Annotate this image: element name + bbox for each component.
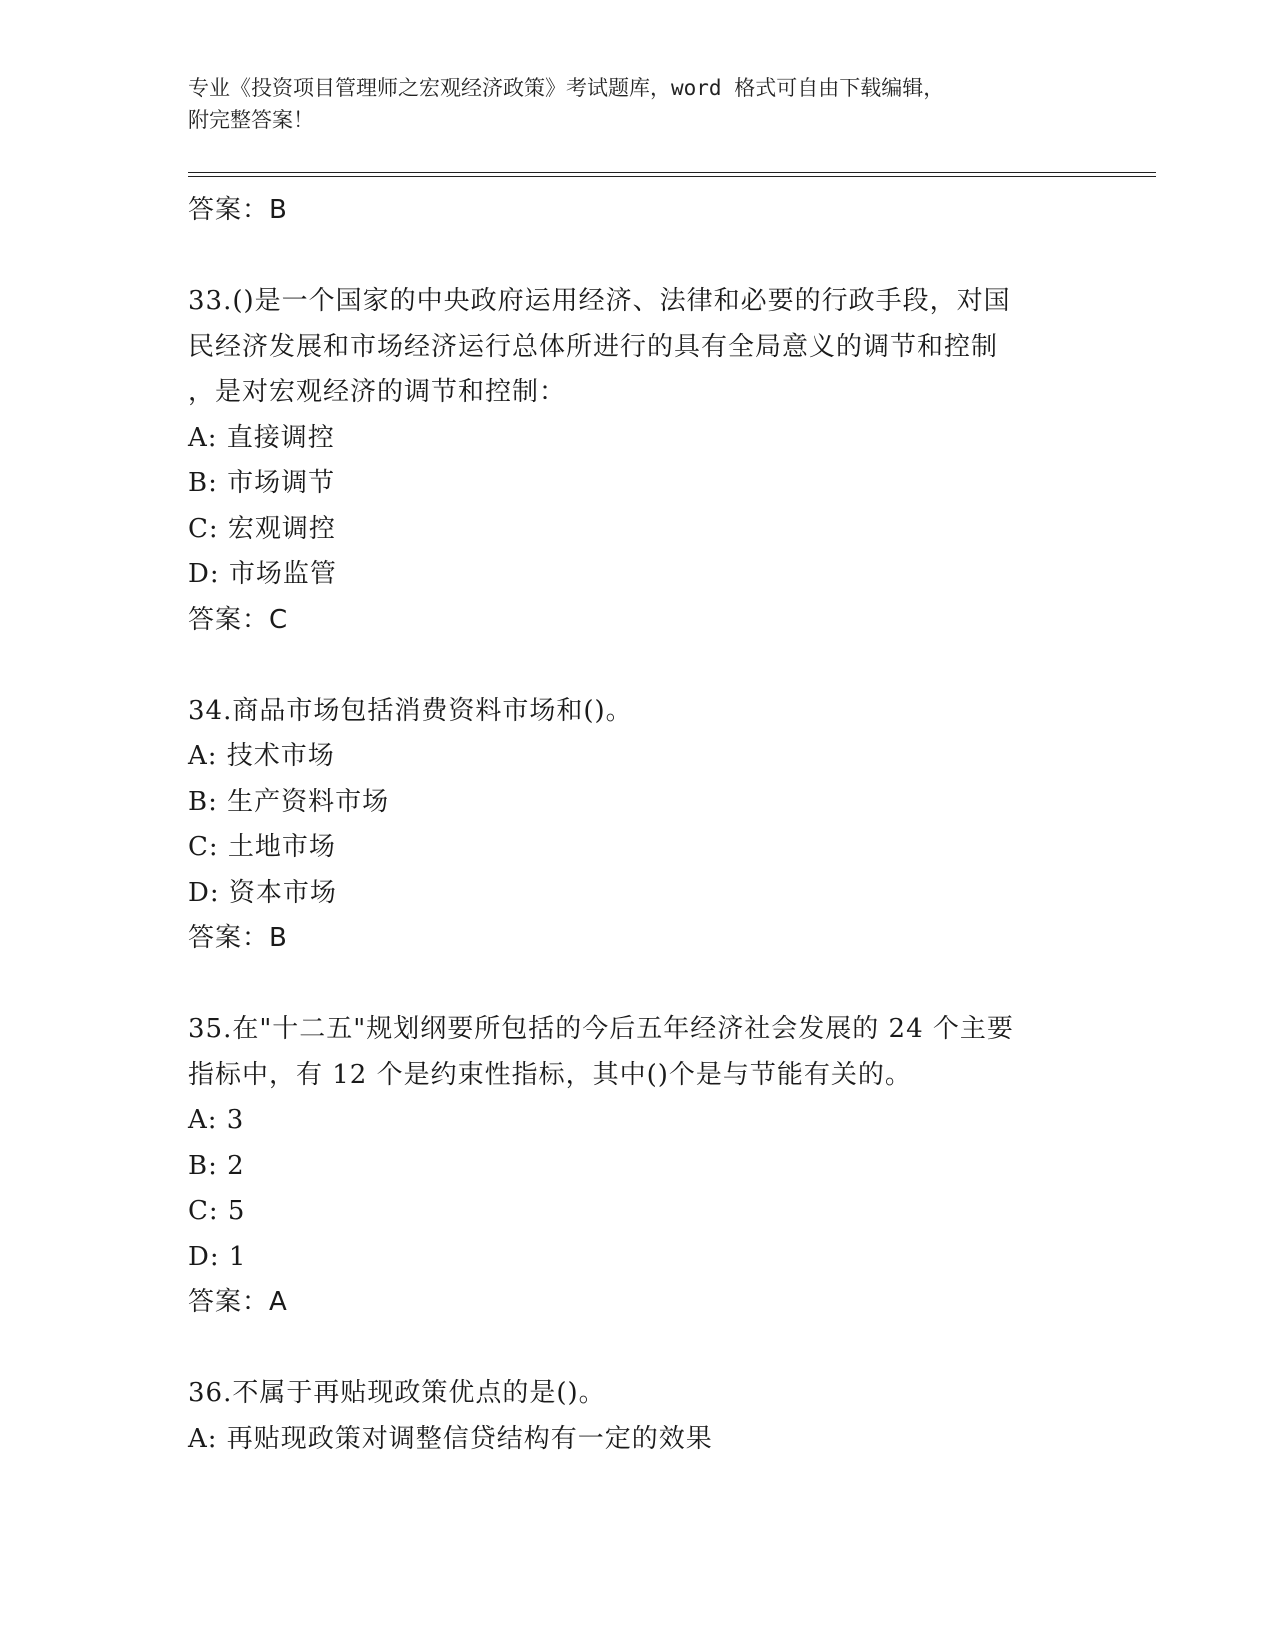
header-divider-top <box>188 172 1156 173</box>
option-b: B: 2 <box>188 1150 245 1181</box>
question-stem-line: ，是对宏观经济的调节和控制： <box>188 377 567 407</box>
header-line-1: 专业《投资项目管理师之宏观经济政策》考试题库，word 格式可自由下载编辑， <box>188 76 945 100</box>
header-line-2: 附完整答案！ <box>188 108 314 132</box>
option-b: B: 生产资料市场 <box>188 786 390 817</box>
option-c: C: 宏观调控 <box>188 513 336 544</box>
answer-line: 答案：B <box>188 195 288 225</box>
option-d: D: 1 <box>188 1241 247 1272</box>
question-list <box>188 188 1088 1462</box>
question-stem-line: 指标中，有 12 个是约束性指标，其中()个是与节能有关的。 <box>188 1059 912 1090</box>
question-stem-line: 民经济发展和市场经济运行总体所进行的具有全局意义的调节和控制 <box>188 331 999 362</box>
question-stem-line: 36.不属于再贴现政策优点的是()。 <box>188 1378 606 1408</box>
option-a: A: 3 <box>188 1105 245 1135</box>
question-stem-line: 34.商品市场包括消费资料市场和()。 <box>188 695 633 726</box>
option-a: A: 再贴现政策对调整信贷结构有一定的效果 <box>188 1423 713 1454</box>
option-c: C: 土地市场 <box>188 832 336 862</box>
spacer <box>188 1326 1088 1372</box>
document-header <box>188 72 1088 136</box>
question-34 <box>188 689 1088 962</box>
question-36 <box>188 1371 1088 1462</box>
spacer <box>188 234 1088 280</box>
option-a: A: 直接调控 <box>188 422 335 453</box>
header-divider-bottom <box>188 176 1156 177</box>
option-b: B: 市场调节 <box>188 468 336 498</box>
answer-line: 答案：B <box>188 923 288 953</box>
option-c: C: 5 <box>188 1196 246 1226</box>
spacer <box>188 962 1088 1008</box>
spacer <box>188 643 1088 689</box>
answer-line: 答案：A <box>188 1287 288 1317</box>
question-33 <box>188 279 1088 643</box>
option-d: D: 资本市场 <box>188 877 337 908</box>
question-stem-line: 33.()是一个国家的中央政府运用经济、法律和必要的行政手段，对国 <box>188 286 1011 316</box>
question-35 <box>188 1007 1088 1326</box>
option-d: D: 市场监管 <box>188 559 337 589</box>
question-stem-line: 35.在"十二五"规划纲要所包括的今后五年经济社会发展的 24 个主要 <box>188 1014 1014 1044</box>
option-a: A: 技术市场 <box>188 741 335 771</box>
answer-line: 答案：C <box>188 604 289 635</box>
